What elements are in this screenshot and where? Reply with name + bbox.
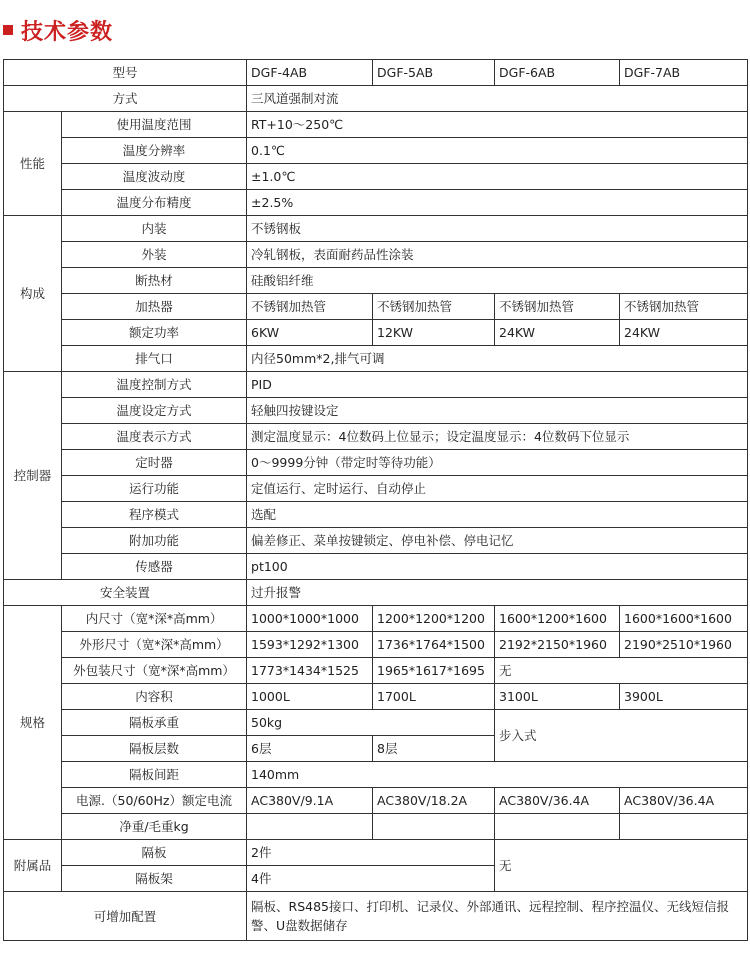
table-row xyxy=(4,424,748,450)
row-value: ±2.5% xyxy=(247,190,748,216)
row-value: 6层 xyxy=(247,736,373,762)
row-value: 选配 xyxy=(247,502,748,528)
row-label: 温度分辨率 xyxy=(62,138,247,164)
model-cell: DGF-7AB xyxy=(620,60,748,86)
row-value: PID xyxy=(247,372,748,398)
row-value: 3900L xyxy=(620,684,748,710)
row-value xyxy=(620,814,748,840)
row-value: 2192*2150*1960 xyxy=(495,632,620,658)
row-value: 1600*1200*1600 xyxy=(495,606,620,632)
row-label: 温度波动度 xyxy=(62,164,247,190)
row-value: 24KW xyxy=(495,320,620,346)
row-value: 测定温度显示：4位数码上位显示；设定温度显示：4位数码下位显示 xyxy=(247,424,748,450)
row-label: 使用温度范围 xyxy=(62,112,247,138)
row-label: 程序模式 xyxy=(62,502,247,528)
row-value: 不锈钢加热管 xyxy=(620,294,748,320)
row-label: 隔板 xyxy=(62,840,247,866)
row-label: 隔板层数 xyxy=(62,736,247,762)
table-row xyxy=(4,892,748,941)
row-value: 1600*1600*1600 xyxy=(620,606,748,632)
row-label: 外形尺寸（宽*深*高mm） xyxy=(62,632,247,658)
table-row xyxy=(4,216,748,242)
group-label-construction: 构成 xyxy=(4,216,62,372)
row-label: 温度表示方式 xyxy=(62,424,247,450)
mode-value: 三风道强制对流 xyxy=(247,86,748,112)
row-value: 12KW xyxy=(373,320,495,346)
row-value: AC380V/36.4A xyxy=(495,788,620,814)
model-cell: DGF-4AB xyxy=(247,60,373,86)
table-row xyxy=(4,138,748,164)
row-value: 3100L xyxy=(495,684,620,710)
table-row xyxy=(4,60,748,86)
table-row xyxy=(4,268,748,294)
safety-label: 安全装置 xyxy=(4,580,247,606)
row-label: 外装 xyxy=(62,242,247,268)
mode-label: 方式 xyxy=(4,86,247,112)
table-row xyxy=(4,372,748,398)
row-label: 温度控制方式 xyxy=(62,372,247,398)
table-row xyxy=(4,346,748,372)
table-row xyxy=(4,294,748,320)
row-value: 不锈钢加热管 xyxy=(373,294,495,320)
row-value: 1773*1434*1525 xyxy=(247,658,373,684)
row-label: 断热材 xyxy=(62,268,247,294)
model-cell: DGF-6AB xyxy=(495,60,620,86)
model-label: 型号 xyxy=(4,60,247,86)
row-label: 隔板架 xyxy=(62,866,247,892)
row-label: 运行功能 xyxy=(62,476,247,502)
row-label: 额定功率 xyxy=(62,320,247,346)
table-row xyxy=(4,450,748,476)
row-value: 硅酸铝纤维 xyxy=(247,268,748,294)
table-row xyxy=(4,86,748,112)
row-value: 不锈钢板 xyxy=(247,216,748,242)
row-label: 隔板承重 xyxy=(62,710,247,736)
group-label-performance: 性能 xyxy=(4,112,62,216)
row-value: 不锈钢加热管 xyxy=(247,294,373,320)
table-row xyxy=(4,164,748,190)
row-label: 电源.（50/60Hz）额定电流 xyxy=(62,788,247,814)
table-row xyxy=(4,580,748,606)
row-value: 0～9999分钟（带定时等待功能） xyxy=(247,450,748,476)
row-label: 定时器 xyxy=(62,450,247,476)
row-label: 内尺寸（宽*深*高mm） xyxy=(62,606,247,632)
row-value: 8层 xyxy=(373,736,495,762)
table-row xyxy=(4,788,748,814)
row-value: pt100 xyxy=(247,554,748,580)
accessories-none-value: 无 xyxy=(495,840,748,892)
row-value: AC380V/9.1A xyxy=(247,788,373,814)
group-label-accessories: 附属品 xyxy=(4,840,62,892)
table-row xyxy=(4,190,748,216)
row-value: 偏差修正、菜单按键锁定、停电补偿、停电记忆 xyxy=(247,528,748,554)
row-label: 排气口 xyxy=(62,346,247,372)
row-value xyxy=(373,814,495,840)
row-value: 冷轧钢板，表面耐药品性涂装 xyxy=(247,242,748,268)
row-value: 2190*2510*1960 xyxy=(620,632,748,658)
row-value: 50kg xyxy=(247,710,495,736)
options-label: 可增加配置 xyxy=(4,892,247,941)
row-value: 1000*1000*1000 xyxy=(247,606,373,632)
table-row xyxy=(4,762,748,788)
row-value: 6KW xyxy=(247,320,373,346)
walk-in-value: 步入式 xyxy=(495,710,748,762)
row-label: 附加功能 xyxy=(62,528,247,554)
table-row xyxy=(4,398,748,424)
row-label: 加热器 xyxy=(62,294,247,320)
row-label: 净重/毛重kg xyxy=(62,814,247,840)
row-value: 内径50mm*2,排气可调 xyxy=(247,346,748,372)
row-label: 内容积 xyxy=(62,684,247,710)
table-row xyxy=(4,242,748,268)
row-value: 1593*1292*1300 xyxy=(247,632,373,658)
row-value xyxy=(247,814,373,840)
row-label: 外包装尺寸（宽*深*高mm） xyxy=(62,658,247,684)
row-value xyxy=(495,814,620,840)
row-value: 0.1℃ xyxy=(247,138,748,164)
model-cell: DGF-5AB xyxy=(373,60,495,86)
row-label: 隔板间距 xyxy=(62,762,247,788)
safety-value: 过升报警 xyxy=(247,580,748,606)
row-value: 1200*1200*1200 xyxy=(373,606,495,632)
table-row xyxy=(4,840,748,866)
row-value: 1700L xyxy=(373,684,495,710)
row-value: 不锈钢加热管 xyxy=(495,294,620,320)
table-row xyxy=(4,528,748,554)
table-row xyxy=(4,632,748,658)
group-label-controller: 控制器 xyxy=(4,372,62,580)
table-row xyxy=(4,320,748,346)
group-label-specs: 规格 xyxy=(4,606,62,840)
row-value: 24KW xyxy=(620,320,748,346)
table-row xyxy=(4,554,748,580)
table-row xyxy=(4,476,748,502)
table-row xyxy=(4,112,748,138)
row-value: AC380V/18.2A xyxy=(373,788,495,814)
row-label: 温度分布精度 xyxy=(62,190,247,216)
table-row xyxy=(4,606,748,632)
row-value: 定值运行、定时运行、自动停止 xyxy=(247,476,748,502)
row-value: 2件 xyxy=(247,840,495,866)
row-label: 温度设定方式 xyxy=(62,398,247,424)
table-row xyxy=(4,502,748,528)
table-row xyxy=(4,710,748,736)
row-label: 传感器 xyxy=(62,554,247,580)
table-row xyxy=(4,658,748,684)
row-value: 1000L xyxy=(247,684,373,710)
row-value: 无 xyxy=(495,658,748,684)
spec-table xyxy=(3,59,748,941)
table-row xyxy=(4,814,748,840)
row-value: AC380V/36.4A xyxy=(620,788,748,814)
row-label: 内装 xyxy=(62,216,247,242)
row-value: 4件 xyxy=(247,866,495,892)
row-value: 140mm xyxy=(247,762,748,788)
row-value: RT+10～250℃ xyxy=(247,112,748,138)
row-value: 1736*1764*1500 xyxy=(373,632,495,658)
row-value: 1965*1617*1695 xyxy=(373,658,495,684)
table-row xyxy=(4,684,748,710)
row-value: 轻触四按键设定 xyxy=(247,398,748,424)
section-header xyxy=(0,14,113,46)
row-value: ±1.0℃ xyxy=(247,164,748,190)
section-title: 技术参数 xyxy=(21,19,114,45)
square-bullet-icon xyxy=(3,25,13,35)
options-value: 隔板、RS485接口、打印机、记录仪、外部通讯、远程控制、程序控温仪、无线短信报警、U盘数据储存 xyxy=(247,892,748,941)
